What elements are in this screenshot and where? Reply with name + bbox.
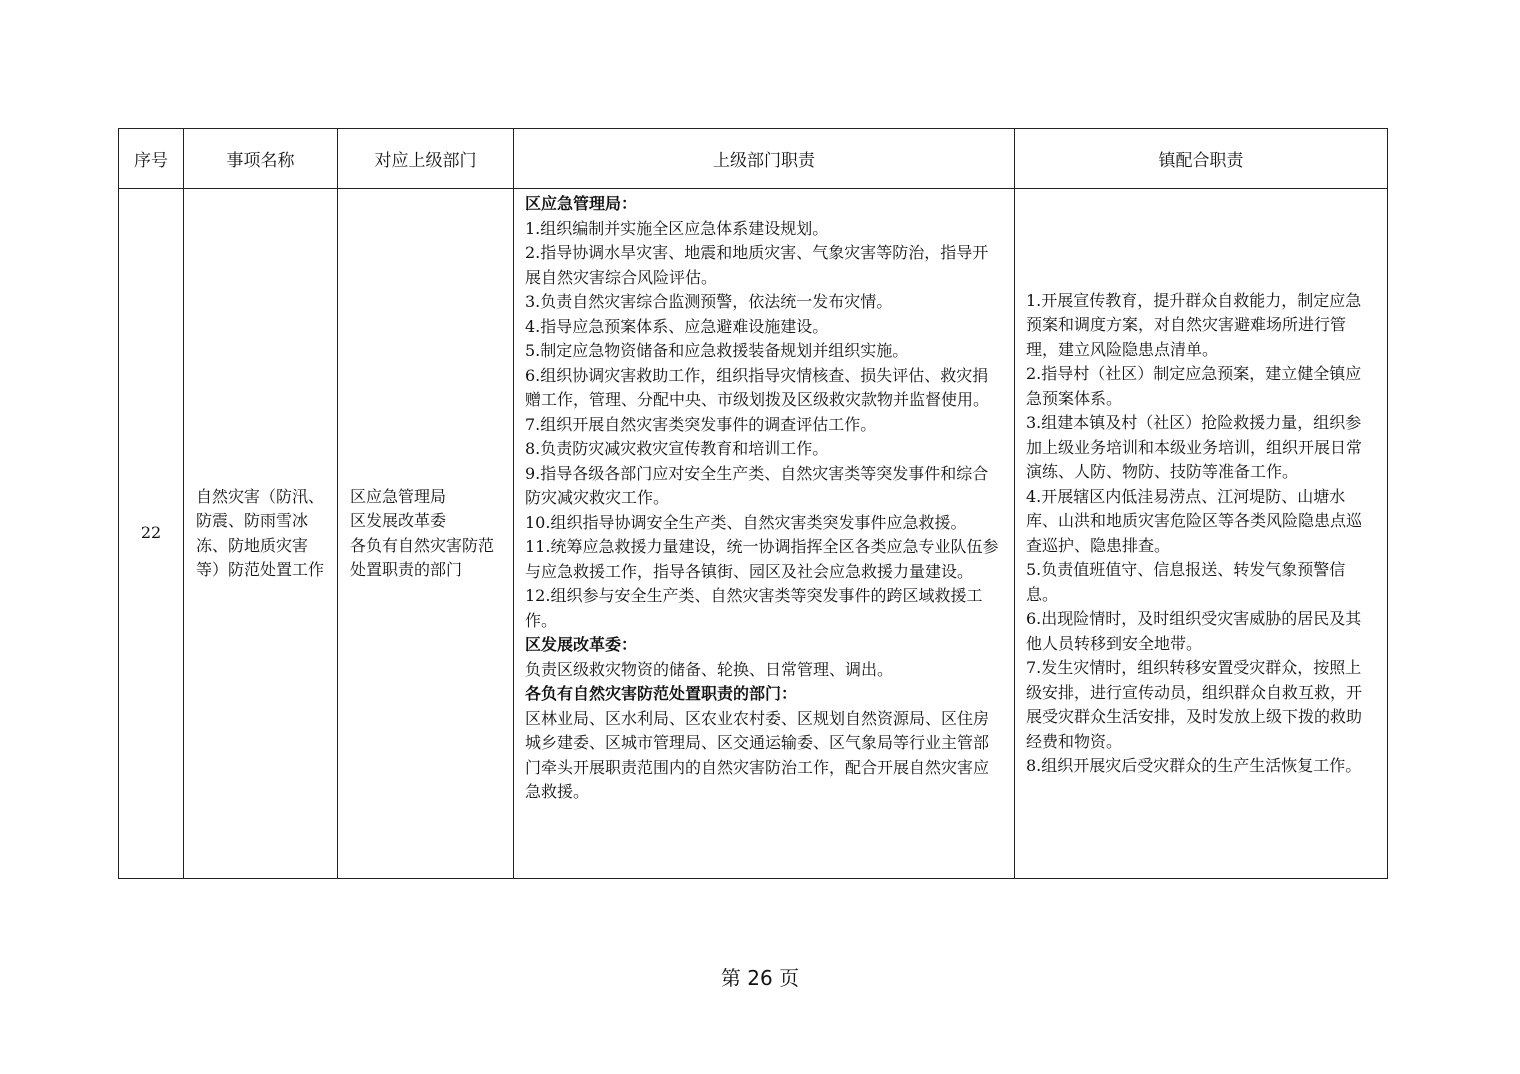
header-responsibilities: 上级部门职责 (514, 129, 1015, 189)
responsibility-item: 12.组织参与安全生产类、自然灾害类等突发事件的跨区域救援工作。 (525, 586, 983, 630)
row-item-name: 自然灾害（防汛、防震、防雨雪冰冻、防地质灾害等）防范处置工作 (184, 189, 338, 879)
header-item-name: 事项名称 (184, 129, 338, 189)
responsibility-item: 11.统筹应急救援力量建设，统一协调指挥全区各类应急专业队伍参与应急救援工作，指导各镇街、园区及社会应急救援力量建设。 (525, 537, 999, 581)
responsibility-item: 6.组织协调灾害救助工作，组织指导灾情核查、损失评估、救灾捐赠工作，管理、分配中央、市级划拨及区级救灾款物并监督使用。 (525, 365, 990, 409)
department-line: 区应急管理局 (350, 486, 447, 506)
table-row (119, 189, 1388, 879)
page-number: 第 26 页 (720, 966, 800, 990)
row-town-duties (1015, 189, 1388, 879)
responsibility-heading: 区应急管理局： (525, 194, 638, 213)
responsibility-item: 7.组织开展自然灾害类突发事件的调查评估工作。 (525, 414, 877, 434)
responsibility-heading: 各负有自然灾害防范处置职责的部门： (525, 684, 798, 703)
responsibility-heading: 区发展改革委： (525, 635, 638, 654)
town-duty-item: 6.出现险情时，及时组织受灾害威胁的居民及其他人员转移到安全地带。 (1026, 609, 1362, 653)
town-duty-item: 5.负责值班值守、信息报送、转发气象预警信息。 (1026, 560, 1346, 604)
responsibility-item: 10.组织指导协调安全生产类、自然灾害类突发事件应急救援。 (525, 512, 967, 532)
row-responsibilities (514, 189, 1015, 879)
row-number: 22 (119, 189, 184, 879)
responsibility-item: 8.负责防灾减灾救灾宣传教育和培训工作。 (525, 439, 829, 458)
responsibility-item: 4.指导应急预案体系、应急避难设施建设。 (525, 316, 829, 336)
row-departments (338, 189, 514, 879)
department-line: 各负有自然灾害防范处置职责的部门 (350, 535, 495, 579)
town-duty-item: 7.发生灾情时，组织转移安置受灾群众，按照上级安排，进行宣传动员，组织群众自救互救，开展受灾群众生活安排，及时发放上级下拨的救助经费和物资。 (1026, 658, 1363, 751)
town-duty-item: 1.开展宣传教育，提升群众自救能力，制定应急预案和调度方案，对自然灾害避难场所进行管理，建立风险隐患点清单。 (1026, 290, 1362, 359)
responsibility-item: 5.制定应急物资储备和应急救援装备规划并组织实施。 (525, 341, 909, 360)
responsibility-item: 2.指导协调水旱灾害、地震和地质灾害、气象灾害等防治，指导开展自然灾害综合风险评估。 (525, 243, 989, 287)
header-department: 对应上级部门 (338, 129, 514, 189)
header-town-duties: 镇配合职责 (1015, 129, 1388, 189)
town-duty-item: 3.组建本镇及村（社区）抢险救援力量，组织参加上级业务培训和本级业务培训，组织开展日常演练、人防、物防、技防等准备工作。 (1026, 413, 1363, 481)
responsibility-item: 9.指导各级各部门应对安全生产类、自然灾害类等突发事件和综合防灾减灾救灾工作。 (525, 463, 989, 507)
town-duty-item: 4.开展辖区内低洼易涝点、江河堤防、山塘水库、山洪和地质灾害危险区等各类风险隐患点巡查巡护、隐患排查。 (1026, 486, 1363, 555)
responsibility-table (118, 128, 1388, 879)
table-header-row (119, 129, 1388, 189)
town-duty-item: 2.指导村（社区）制定应急预案，建立健全镇应急预案体系。 (1026, 364, 1362, 408)
responsibility-item: 1.组织编制并实施全区应急体系建设规划。 (525, 218, 829, 238)
responsibility-item: 3.负责自然灾害综合监测预警，依法统一发布灾情。 (525, 292, 893, 311)
header-number: 序号 (119, 129, 184, 189)
department-line: 区发展改革委 (350, 511, 447, 530)
town-duty-item: 8.组织开展灾后受灾群众的生产生活恢复工作。 (1026, 756, 1362, 775)
responsibility-item: 区林业局、区水利局、区农业农村委、区规划自然资源局、区住房城乡建委、区城市管理局、区交通运输委、区气象局等行业主管部门牵头开展职责范围内的自然灾害防治工作，配合开展自然灾害应急救援。 (525, 708, 990, 801)
responsibility-item: 负责区级救灾物资的储备、轮换、日常管理、调出。 (525, 659, 894, 679)
